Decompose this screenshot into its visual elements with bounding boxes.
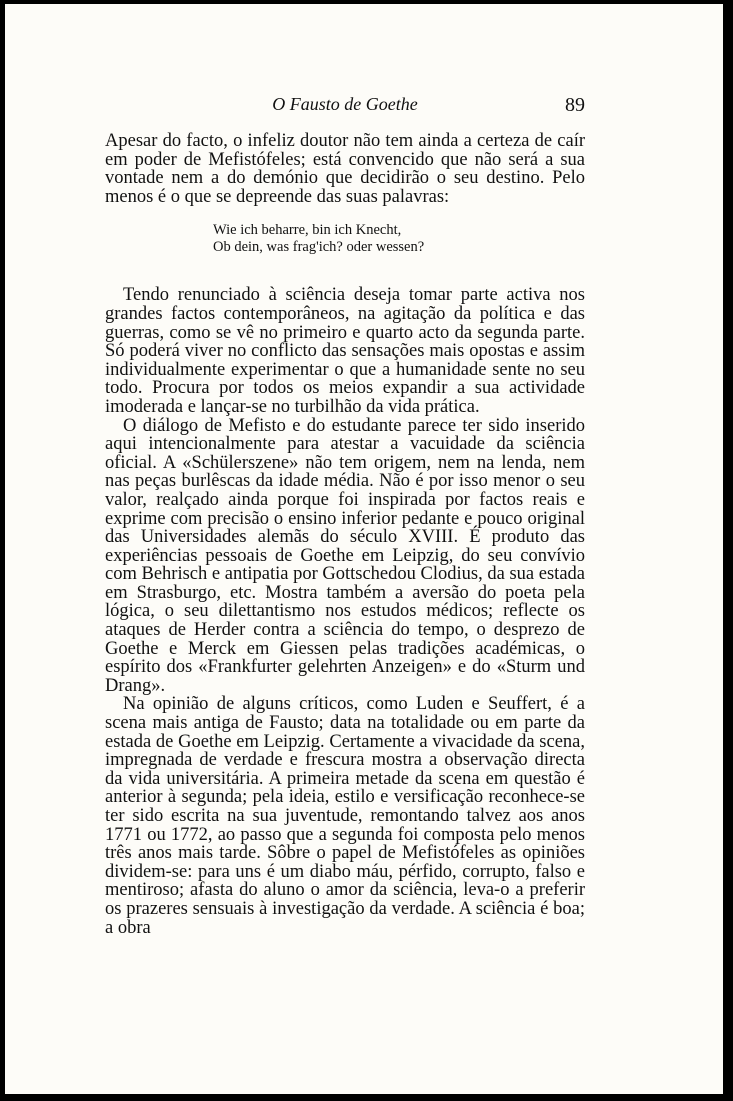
page-header bbox=[105, 94, 585, 120]
body-text bbox=[105, 132, 585, 937]
verse-line-1: Wie ich beharre, bin ich Knecht, bbox=[213, 222, 402, 239]
book-page bbox=[5, 4, 723, 1094]
running-title: O Fausto de Goethe bbox=[272, 94, 418, 114]
page-number: 89 bbox=[565, 94, 585, 116]
paragraph-1: Apesar do facto, o infeliz doutor não tem ainda a certeza de caír em poder de Mefistófeles; está convencido que não será a sua vontade nem a do demónio que decidirão o seu destino. Pelo menos é o que se depreende das suas palavras: bbox=[105, 131, 585, 207]
paragraph-4: Na opinião de alguns críticos, como Luden e Seuffert, é a scena mais antiga de Fausto; data na totalidade ou em parte da estada de Goethe em Leipzig. Certamente a vivacidade da scena, impregnada de verdade e frescura mostra a observação directa da vida universitária. A primeira metade da scena em questão é anterior à segunda; pela ideia, estilo e versificação reconhece-se ter sido escrita na sua juventude, remontando talvez aos anos 1771 ou 1772, ao passo que a segunda foi composta pelo menos três anos mais tarde. Sôbre o papel de Mefistófeles as opiniões dividem-se: para uns é um diabo máu, pérfido, corrupto, falso e mentiroso; afasta do aluno o amor da sciência, leva-o a preferir os prazeres sensuais à investigação da verdade. A sciência é boa; a obra bbox=[105, 694, 585, 938]
verse-line-2: Ob dein, was frag'ich? oder wessen? bbox=[213, 239, 425, 256]
verse-quotation bbox=[213, 222, 585, 256]
paragraph-2: Tendo renunciado à sciência deseja tomar parte activa nos grandes factos contemporâneos, na agitação da política e das guerras, como se vê no primeiro e quarto acto da segunda parte. Só poderá viver no conflicto das sensações mais opostas e assim individualmente experimentar o que a humanidade sente no seu todo. Procura por todos os meios expandir a sua actividade imoderada e lançar-se no turbilhão da vida prática. bbox=[105, 285, 585, 417]
paragraph-3: O diálogo de Mefisto e do estudante parece ter sido inserido aqui intencionalmente para atestar a vacuidade da sciência oficial. A «Schülerszene» não tem origem, nem na lenda, nem nas peças burlêscas da idade média. Não é por isso menor o seu valor, realçado ainda porque foi inspirada por factos reais e exprime com precisão o ensino inferior pedante e pouco original das Universidades alemãs do século XVIII. É produto das experiências pessoais de Goethe em Leipzig, do seu convívio com Behrisch e antipatia por Gottschedou Clodius, da sua estada em Strasburgo, etc. Mostra também a aversão do poeta pela lógica, o seu dilettantismo nos estudos médicos; reflecte os ataques de Herder contra a sciência do tempo, o desprezo de Goethe e Merck em Giessen pelas tradições académicas, o espírito dos «Frankfurter gelehrten Anzeigen» e do «Sturm und Drang». bbox=[105, 415, 585, 696]
